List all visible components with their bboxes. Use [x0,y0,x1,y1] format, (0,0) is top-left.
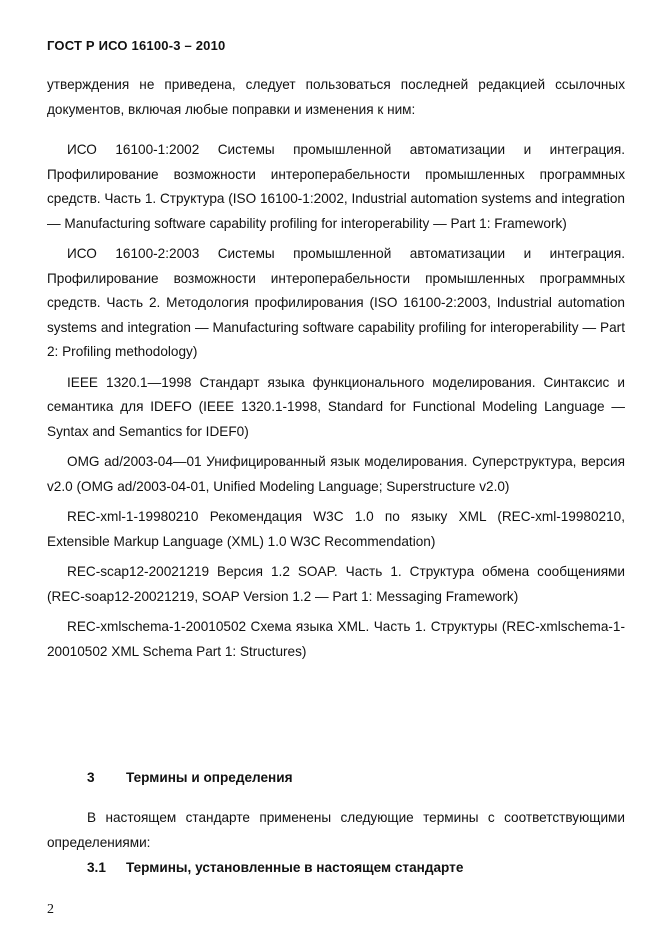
reference-item: ИСО 16100-2:2003 Системы промышленной автоматизации и интеграция. Профилирование возможности интероперабельности промышленных программных средств. Часть 2. Методология профилирования (ISO 16100-2:2003, Industrial automation systems and integration — Manufacturing software capability profiling for interoperability — Part 2: Profiling methodology) [47,246,625,359]
section-number: 3 [87,770,95,785]
reference-item: OMG ad/2003-04—01 Унифицированный язык моделирования. Суперструктура, версия v2.0 (OMG ad/2003-04-01, Unified Modeling Language; Superstructure v2.0) [47,454,625,494]
intro-paragraph: утверждения не приведена, следует пользоваться последней редакцией ссылочных документов, включая любые поправки и изменения к ним: [47,77,625,117]
document-body [47,73,625,670]
section-3-text-block [47,806,625,855]
section-3-paragraph: В настоящем стандарте применены следующие термины с соответствующими определениями: [47,810,625,850]
document-header: ГОСТ Р ИСО 16100-3 – 2010 [47,38,226,53]
subsection-title: Термины, установленные в настоящем стандарте [126,860,464,875]
section-title: Термины и определения [126,770,293,785]
subsection-number: 3.1 [87,860,106,875]
reference-item: REC-xmlschema-1-20010502 Схема языка XML. Часть 1. Структуры (REC-xmlschema-1-20010502 XML Schema Part 1: Structures) [47,619,625,659]
reference-item: IEEE 1320.1—1998 Стандарт языка функционального моделирования. Синтаксис и семантика для IDEFO (IEEE 1320.1-1998, Standard for Functional Modeling Language — Syntax and Semantics for IDEF0) [47,374,625,439]
reference-item: REC-xml-1-19980210 Рекомендация W3C 1.0 по языку XML (REC-xml-19980210, Extensible Markup Language (XML) 1.0 W3C Recommendation) [47,509,625,549]
reference-item: ИСО 16100-1:2002 Системы промышленной автоматизации и интеграция. Профилирование возможности интероперабельности промышленных программных средств. Часть 1. Структура (ISO 16100-1:2002, Industrial automation systems and integration — Manufacturing software capability profiling for interoperability — Part 1: Framework) [47,142,625,231]
page-number: 2 [47,902,54,917]
reference-item: REC-scap12-20021219 Версия 1.2 SOAP. Часть 1. Структура обмена сообщениями (REC-soap12-20021219, SOAP Version 1.2 — Part 1: Messaging Framework) [47,564,625,604]
